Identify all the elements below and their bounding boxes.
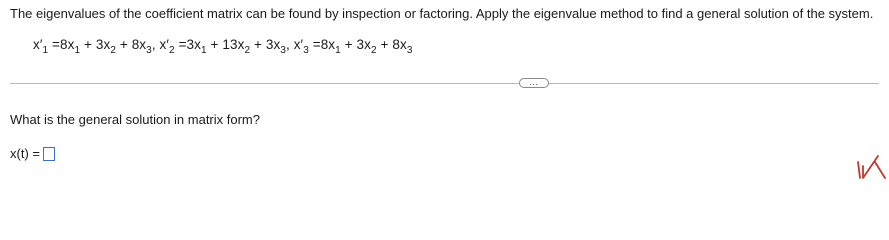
ellipsis-icon: ... — [529, 76, 539, 87]
answer-row — [10, 146, 55, 161]
eq3-lhs: x′ — [293, 37, 304, 52]
system-of-equations — [33, 37, 413, 56]
eq3-term-2: 3x — [356, 37, 372, 52]
eq1-term-2-sub: 2 — [110, 45, 116, 56]
answer-input[interactable] — [43, 147, 55, 161]
eq3-term-1-sub: 1 — [335, 45, 341, 56]
eq1-term-3: 8x — [131, 37, 147, 52]
eq3-term-2-sub: 2 — [371, 45, 377, 56]
eq2-term-3: 3x — [265, 37, 281, 52]
handwritten-scribble-icon — [855, 148, 887, 182]
eq1-term-1-sub: 1 — [74, 45, 81, 56]
eq2-term-1: 3x — [186, 37, 202, 52]
eq2-term-3-sub: 3 — [280, 45, 286, 56]
eq1-lhs: x′ — [33, 37, 43, 52]
eq3-op-3: + — [380, 37, 389, 52]
eq2-term-2-sub: 2 — [244, 45, 251, 56]
eq2-term-1-sub: 1 — [201, 45, 207, 56]
eq1-lhs-sub: 1 — [42, 45, 49, 56]
question-prompt: What is the general solution in matrix form? — [10, 112, 260, 127]
answer-label: x(t) = — [10, 146, 40, 161]
separator-2: , — [285, 37, 290, 52]
show-more-button[interactable] — [519, 78, 549, 88]
section-divider — [10, 83, 879, 84]
eq1-op-1: = — [52, 37, 60, 52]
eq2-op-1: = — [178, 37, 187, 52]
eq2-op-2: + — [210, 37, 219, 52]
eq1-term-3-sub: 3 — [146, 45, 152, 56]
eq1-term-1: 8x — [60, 37, 75, 52]
eq1-op-2: + — [84, 37, 92, 52]
eq3-op-2: + — [344, 37, 353, 52]
eq3-op-1: = — [312, 37, 321, 52]
eq1-op-3: + — [119, 37, 128, 52]
separator-1: , — [151, 37, 156, 52]
eq1-term-2: 3x — [95, 37, 111, 52]
eq2-lhs: x′ — [159, 37, 170, 52]
instructions-text: The eigenvalues of the coefficient matrix can be found by inspection or factoring. Apply the eigenvalue method to find a general solution of the system. — [10, 6, 874, 21]
eq2-lhs-sub: 2 — [169, 45, 175, 56]
eq2-op-3: + — [254, 37, 262, 52]
eq3-term-3-sub: 3 — [406, 45, 413, 56]
eq3-term-1: 8x — [320, 37, 336, 52]
eq2-term-2: 13x — [222, 37, 245, 52]
eq3-term-3: 8x — [392, 37, 407, 52]
eq3-lhs-sub: 3 — [303, 45, 309, 56]
